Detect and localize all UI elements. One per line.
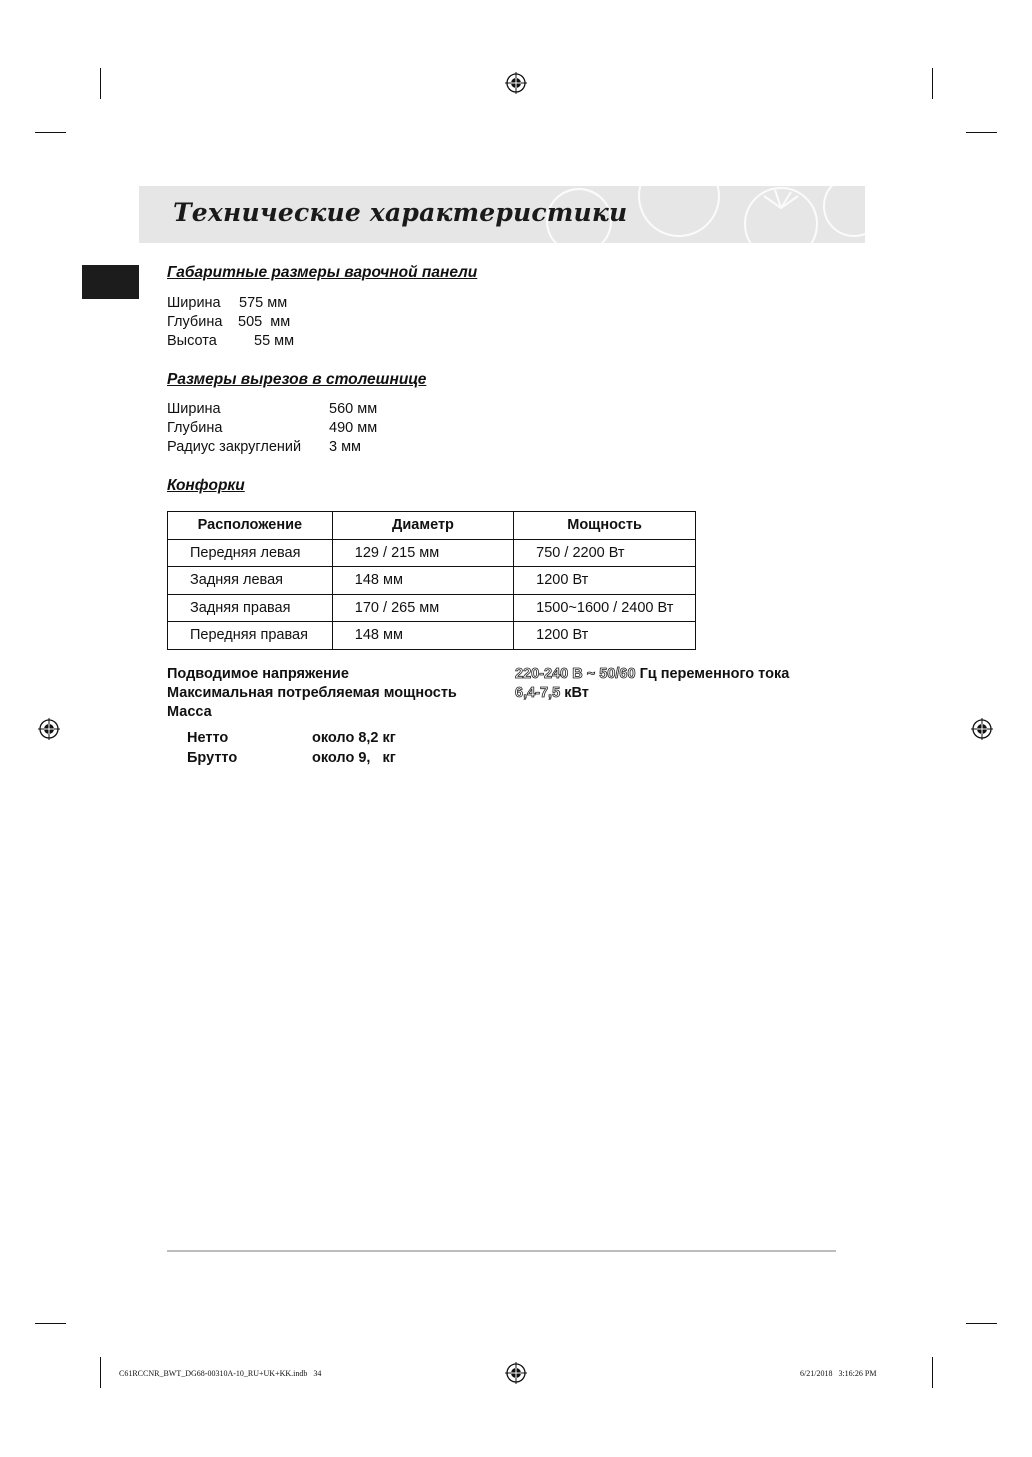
hob-depth-value: 505 мм <box>238 314 291 330</box>
burner-location: Задняя левая <box>168 567 333 595</box>
hob-depth-label: Глубина <box>167 314 223 330</box>
crop-mark <box>100 68 101 99</box>
column-header-diameter: Диаметр <box>332 512 513 540</box>
hob-width-value: 575 мм <box>239 295 288 311</box>
print-slug-filename: C61RCCNR_BWT_DG68-00310A-10_RU+UK+KK.indb 34 <box>119 1369 322 1378</box>
cutout-depth-value: 490 мм <box>329 420 378 436</box>
power-range: 6,4-7,5 <box>515 685 561 701</box>
cutout-width-value: 560 мм <box>329 401 378 417</box>
burner-power: 1200 Вт <box>514 567 696 595</box>
power-label: Максимальная потребляемая мощность <box>167 685 457 701</box>
cutout-depth-label: Глубина <box>167 420 223 436</box>
cutout-title: Размеры вырезов в столешнице <box>167 371 427 388</box>
burner-diameter: 148 мм <box>332 622 513 650</box>
hob-dimensions-title: Габаритные размеры варочной панели <box>167 264 478 281</box>
table-row <box>168 539 696 567</box>
print-slug-datetime: 6/21/2018 3:16:26 PM <box>800 1369 877 1378</box>
cutout-radius-label: Радиус закруглений <box>167 439 302 455</box>
column-header-power: Мощность <box>514 512 696 540</box>
table-row <box>168 622 696 650</box>
gross-mass-value: около 9, кг <box>312 750 396 766</box>
registration-mark-icon <box>38 718 60 740</box>
mass-label: Масса <box>167 704 212 720</box>
voltage-unit: Гц переменного тока <box>639 666 790 682</box>
voltage-value <box>515 666 789 682</box>
hob-height-value: 55 мм <box>254 333 295 349</box>
cutout-width-label: Ширина <box>167 401 221 417</box>
burners-title: Конфорки <box>167 477 245 494</box>
hob-width-label: Ширина <box>167 295 221 311</box>
burner-location: Задняя правая <box>168 594 333 622</box>
burners-table <box>167 511 696 650</box>
page-title: Технические характеристики <box>173 198 628 227</box>
burner-diameter: 148 мм <box>332 567 513 595</box>
power-value <box>515 685 589 701</box>
net-mass-label: Нетто <box>187 730 229 746</box>
power-unit: кВт <box>564 685 589 701</box>
burner-location: Передняя левая <box>168 539 333 567</box>
table-header-row <box>168 512 696 540</box>
voltage-range: 220-240 В ~ 50/60 <box>515 666 636 682</box>
burner-diameter: 170 / 265 мм <box>332 594 513 622</box>
registration-mark-icon <box>971 718 993 740</box>
gross-mass-label: Брутто <box>187 750 238 766</box>
burner-power: 1200 Вт <box>514 622 696 650</box>
net-mass-value: около 8,2 кг <box>312 730 396 746</box>
footer-divider <box>167 1250 836 1252</box>
crop-mark <box>932 1357 933 1388</box>
registration-mark-icon <box>505 72 527 94</box>
cutout-radius-value: 3 мм <box>329 439 362 455</box>
table-row <box>168 567 696 595</box>
crop-mark <box>100 1357 101 1388</box>
section-header-band <box>139 186 865 243</box>
crop-mark <box>932 68 933 99</box>
crop-mark <box>35 1323 66 1324</box>
burner-location: Передняя правая <box>168 622 333 650</box>
burner-power: 750 / 2200 Вт <box>514 539 696 567</box>
crop-mark <box>966 1323 997 1324</box>
burner-power: 1500~1600 / 2400 Вт <box>514 594 696 622</box>
table-row <box>168 594 696 622</box>
voltage-label: Подводимое напряжение <box>167 666 349 682</box>
crop-mark <box>35 132 66 133</box>
hob-height-label: Высота <box>167 333 217 349</box>
column-header-location: Расположение <box>168 512 333 540</box>
burner-diameter: 129 / 215 мм <box>332 539 513 567</box>
crop-mark <box>966 132 997 133</box>
chapter-tab-marker <box>82 265 139 299</box>
registration-mark-icon <box>505 1362 527 1384</box>
